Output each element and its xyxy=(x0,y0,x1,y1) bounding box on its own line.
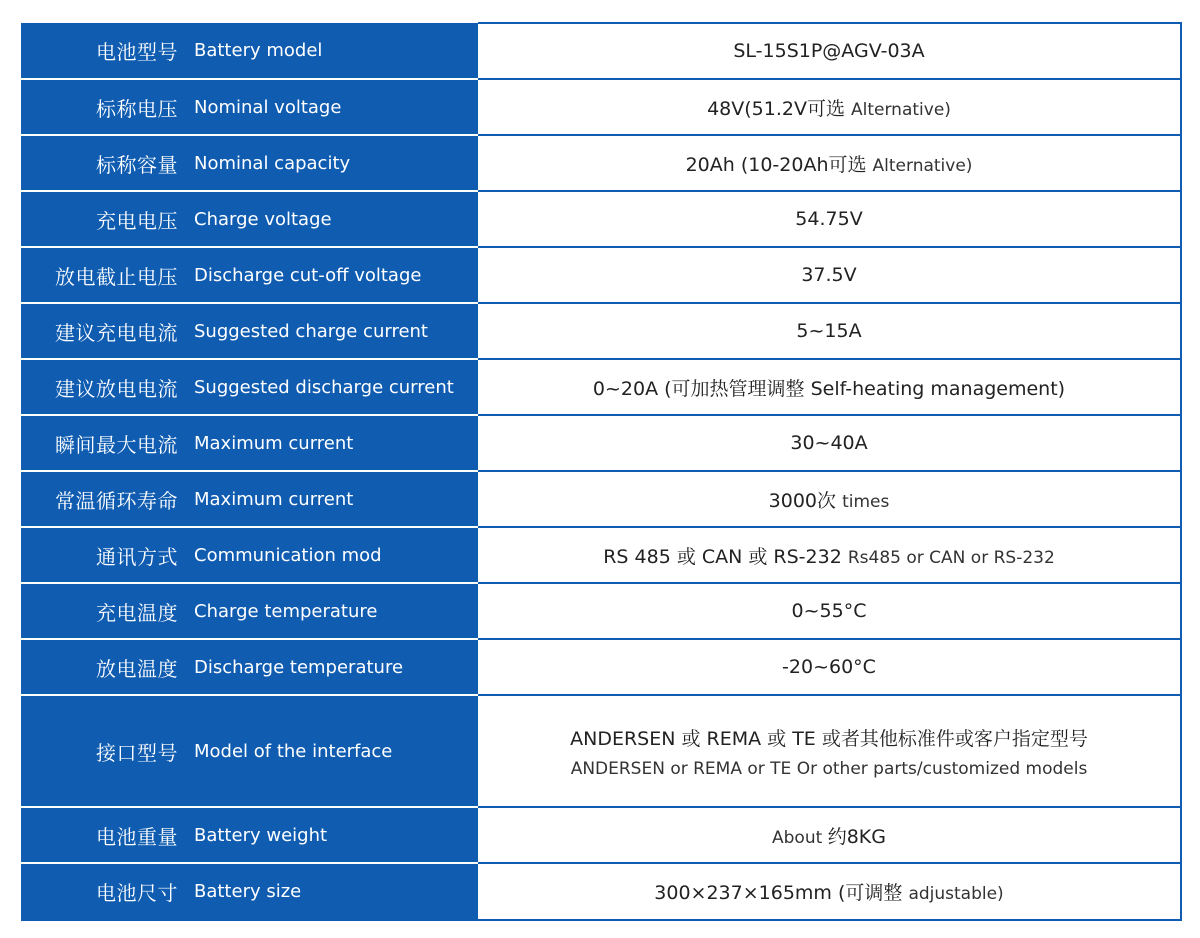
label-zh: 通讯方式 xyxy=(96,544,178,569)
battery-spec-table xyxy=(21,22,1182,921)
spec-row-discharge-cutoff-voltage xyxy=(21,247,1181,303)
value-text: 0~20A (可加热管理调整 Self-heating management) xyxy=(592,377,1066,400)
value-sub: Rs485 or CAN or RS-232 xyxy=(847,547,1055,568)
label-zh: 电池重量 xyxy=(96,824,178,849)
label-zh: 充电温度 xyxy=(96,600,178,625)
value-text: 20Ah (10-20Ah可选 xyxy=(685,153,873,176)
label-zh: 电池尺寸 xyxy=(96,881,178,905)
spec-row-nominal-voltage xyxy=(21,79,1181,135)
label-zh: 放电温度 xyxy=(96,656,178,681)
label-zh: 电池型号 xyxy=(96,40,178,64)
label-cell xyxy=(21,247,478,303)
spec-table-body xyxy=(21,23,1181,920)
value-cell xyxy=(478,527,1181,583)
value-text: 30~40A xyxy=(790,432,868,454)
value-text: RS 485 或 CAN 或 RS-232 xyxy=(603,545,848,568)
value-line-1: ANDERSEN 或 REMA 或 TE 或者其他标准件或客户指定型号 xyxy=(570,727,1088,750)
value-cell xyxy=(478,415,1181,471)
label-en: Model of the interface xyxy=(194,740,393,762)
label-en: Maximum current xyxy=(194,488,354,510)
spec-row-battery-model xyxy=(21,23,1181,79)
value-cell xyxy=(478,359,1181,415)
value-cell xyxy=(478,863,1181,920)
spec-row-charge-temperature xyxy=(21,583,1181,639)
value-text: 48V(51.2V可选 xyxy=(707,97,852,120)
value-text: 约8KG xyxy=(827,825,886,848)
spec-row-battery-weight xyxy=(21,807,1181,863)
value-cell xyxy=(478,583,1181,639)
label-en: Charge temperature xyxy=(194,600,378,622)
label-en: Communication mod xyxy=(194,544,382,566)
value-cell xyxy=(478,695,1181,807)
spec-row-communication xyxy=(21,527,1181,583)
label-cell xyxy=(21,807,478,863)
value-text: 5~15A xyxy=(796,320,862,342)
value-sub: Alternative) xyxy=(872,155,973,176)
label-zh: 瞬间最大电流 xyxy=(55,432,178,457)
label-zh: 标称容量 xyxy=(96,152,178,177)
label-cell xyxy=(21,191,478,247)
spec-row-cycle-life xyxy=(21,471,1181,527)
label-en: Discharge cut-off voltage xyxy=(194,264,422,286)
label-zh: 放电截止电压 xyxy=(55,264,178,289)
value-text: 300×237×165mm (可调整 xyxy=(654,882,909,904)
value-text: 0~55°C xyxy=(791,600,867,622)
value-sub: times xyxy=(842,491,890,512)
spec-row-discharge-temperature xyxy=(21,639,1181,695)
value-cell xyxy=(478,191,1181,247)
spec-row-suggested-charge-current xyxy=(21,303,1181,359)
label-cell xyxy=(21,135,478,191)
label-en: Suggested charge current xyxy=(194,320,428,342)
value-cell xyxy=(478,639,1181,695)
value-cell xyxy=(478,807,1181,863)
label-cell xyxy=(21,23,478,79)
value-cell xyxy=(478,79,1181,135)
value-text: SL-15S1P@AGV-03A xyxy=(733,40,925,62)
label-cell xyxy=(21,695,478,807)
value-cell xyxy=(478,471,1181,527)
label-en: Battery size xyxy=(194,881,302,902)
value-text: 54.75V xyxy=(795,208,863,230)
value-text: 37.5V xyxy=(801,264,857,286)
spec-row-nominal-capacity xyxy=(21,135,1181,191)
spec-row-charge-voltage xyxy=(21,191,1181,247)
label-en: Suggested discharge current xyxy=(194,376,454,398)
label-en: Charge voltage xyxy=(194,208,332,230)
spec-row-suggested-discharge-current xyxy=(21,359,1181,415)
label-cell xyxy=(21,527,478,583)
value-sub: adjustable) xyxy=(908,884,1004,904)
label-cell xyxy=(21,415,478,471)
label-en: Nominal voltage xyxy=(194,96,342,118)
value-sub: Alternative) xyxy=(851,99,951,120)
label-cell xyxy=(21,79,478,135)
label-cell xyxy=(21,639,478,695)
label-cell xyxy=(21,303,478,359)
label-zh: 建议充电电流 xyxy=(55,320,178,345)
spec-row-battery-size xyxy=(21,863,1181,920)
label-zh: 建议放电电流 xyxy=(55,376,178,401)
label-cell xyxy=(21,359,478,415)
value-cell xyxy=(478,247,1181,303)
label-zh: 标称电压 xyxy=(96,96,178,121)
label-en: Discharge temperature xyxy=(194,656,404,678)
label-en: Nominal capacity xyxy=(194,152,351,174)
value-cell xyxy=(478,23,1181,79)
value-cell xyxy=(478,303,1181,359)
value-text: 3000次 xyxy=(768,489,843,512)
label-cell xyxy=(21,583,478,639)
label-zh: 充电电压 xyxy=(96,208,178,233)
label-zh: 接口型号 xyxy=(96,740,178,765)
label-zh: 常温循环寿命 xyxy=(55,488,178,513)
label-cell xyxy=(21,471,478,527)
label-cell xyxy=(21,863,478,920)
label-en: Battery weight xyxy=(194,824,328,846)
value-cell xyxy=(478,135,1181,191)
value-sub: About xyxy=(772,827,828,848)
label-en: Battery model xyxy=(194,40,323,61)
label-en: Maximum current xyxy=(194,432,354,454)
spec-row-interface-model xyxy=(21,695,1181,807)
value-text: -20~60°C xyxy=(782,656,876,678)
value-line-2: ANDERSEN or REMA or TE Or other parts/customized models xyxy=(570,758,1088,779)
spec-row-maximum-current xyxy=(21,415,1181,471)
